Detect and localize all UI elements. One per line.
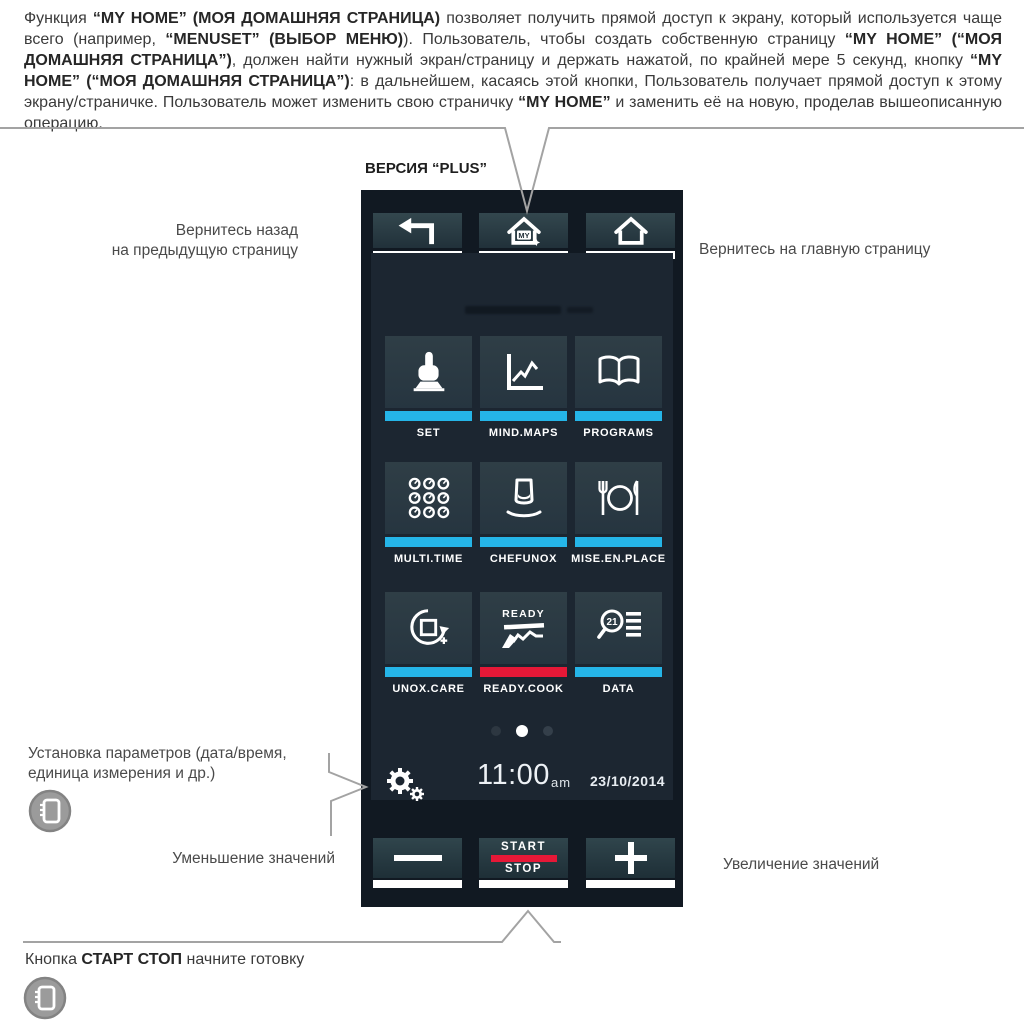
tile-unox-care-label: UNOX.CARE (392, 683, 465, 695)
tile-ready-cook-label: READY.COOK (483, 683, 564, 695)
start-stop-red-bar (491, 855, 557, 862)
page-dot-active[interactable] (516, 725, 528, 737)
touch-screen (371, 253, 673, 800)
annotation-increase: Увеличение значений (723, 856, 880, 873)
plus-button-underline (586, 880, 675, 888)
tile-set[interactable] (385, 336, 472, 408)
ready-badge: READY (502, 608, 545, 620)
clock-time: 11:00 (477, 759, 550, 791)
faint-screen-text (465, 306, 561, 314)
gear-icon (385, 765, 425, 801)
home-button[interactable] (586, 213, 675, 248)
tile-data-bar (575, 667, 662, 677)
start-stop-caption: Кнопка СТАРТ СТОП начните готовку (25, 951, 305, 968)
line-chart-icon (501, 350, 547, 394)
minus-icon (394, 855, 442, 861)
tile-programs-bar (575, 411, 662, 421)
intro-paragraph: Функция “MY HOME” (МОЯ ДОМАШНЯЯ СТРАНИЦА) позволяет получить прямой доступ к экрану, который используется чаще всего (например, “MENUSET” (ВЫБОР МЕНЮ)). Пользователь, чтобы создать собственную страницу “MY HOME” (“МОЯ ДОМАШНЯЯ СТРАНИЦА”), должен найти нужный экран/страницу и держать нажатой, по крайней мере 5 секунд, кнопку “MY HOME” (“МОЯ ДОМАШНЯЯ СТРАНИЦА”): в дальнейшем, касаясь этой кнопки, Пользователь получает прямой доступ к этому экрану/страничке. Пользователь может изменить свою страничку “MY HOME” и заменить её на новую, проделав вышеописанную операцию. (24, 10, 1002, 132)
annotation-home: Вернитесь на главную страницу (699, 241, 931, 258)
tile-mise-en-place-label: MISE.EN.PLACE (571, 553, 666, 565)
manual-book-icon (22, 975, 68, 1024)
hand-tray-icon (501, 622, 547, 648)
faint-screen-text (567, 307, 593, 313)
start-label: START (501, 840, 546, 853)
svg-text:21: 21 (605, 617, 618, 628)
chef-icon (502, 476, 546, 520)
page-dot[interactable] (491, 726, 501, 736)
back-button[interactable] (373, 213, 462, 248)
plus-button[interactable] (586, 838, 675, 878)
annotation-decrease: Уменьшение значений (172, 850, 335, 867)
start-stop-button-underline (479, 880, 568, 888)
tile-mise-en-place-bar (575, 537, 662, 547)
tile-unox-care[interactable] (385, 592, 472, 664)
tile-programs[interactable] (575, 336, 662, 408)
tile-mind-maps[interactable] (480, 336, 567, 408)
tile-mind-maps-bar (480, 411, 567, 421)
my-home-icon (500, 214, 548, 247)
manual-book-icon (27, 788, 73, 839)
plate-cutlery-icon (596, 478, 642, 518)
svg-text:MY: MY (517, 230, 530, 240)
tile-programs-label: PROGRAMS (583, 427, 654, 439)
start-stop-button[interactable] (479, 838, 568, 878)
open-book-icon (596, 352, 642, 392)
clock-meridiem: am (551, 775, 572, 790)
tile-data[interactable] (575, 592, 662, 664)
clock-date: 23/10/2014 (590, 773, 666, 789)
press-hand-icon (406, 349, 452, 395)
minus-button[interactable] (373, 838, 462, 878)
start-stop-pointer-line (23, 911, 561, 942)
minus-button-underline (373, 880, 462, 888)
version-label: ВЕРСИЯ “PLUS” (365, 160, 488, 177)
tile-multi-time-label: MULTI.TIME (393, 553, 464, 565)
tile-unox-care-bar (385, 667, 472, 677)
plus-icon (615, 842, 647, 874)
refresh-square-icon (406, 605, 452, 651)
annotation-settings: Установка параметров (дата/время, единица измерения и др.) (28, 745, 287, 782)
tile-mise-en-place[interactable] (575, 462, 662, 534)
my-home-button[interactable] (479, 213, 568, 248)
tile-mind-maps-label: MIND.MAPS (488, 427, 559, 439)
tile-set-label: SET (416, 427, 441, 439)
page-indicator[interactable] (371, 725, 673, 737)
home-icon (607, 214, 655, 247)
magnifier-list-icon (596, 607, 642, 649)
multi-clock-icon (407, 476, 451, 520)
settings-button[interactable] (385, 765, 425, 806)
annotation-back: Вернитесь назад на предыдущую страницу (111, 222, 298, 259)
tile-multi-time-bar (385, 537, 472, 547)
tile-multi-time[interactable] (385, 462, 472, 534)
tile-ready-cook-bar (480, 667, 567, 677)
tile-set-bar (385, 411, 472, 421)
tile-chefunox-label: CHEFUNOX (489, 553, 558, 565)
tile-ready-cook[interactable] (480, 592, 567, 664)
stop-label: STOP (504, 862, 543, 875)
back-arrow-icon (396, 214, 440, 247)
tile-chefunox[interactable] (480, 462, 567, 534)
page-dot[interactable] (543, 726, 553, 736)
tile-chefunox-bar (480, 537, 567, 547)
control-panel (361, 190, 683, 907)
tile-data-label: DATA (602, 683, 635, 695)
